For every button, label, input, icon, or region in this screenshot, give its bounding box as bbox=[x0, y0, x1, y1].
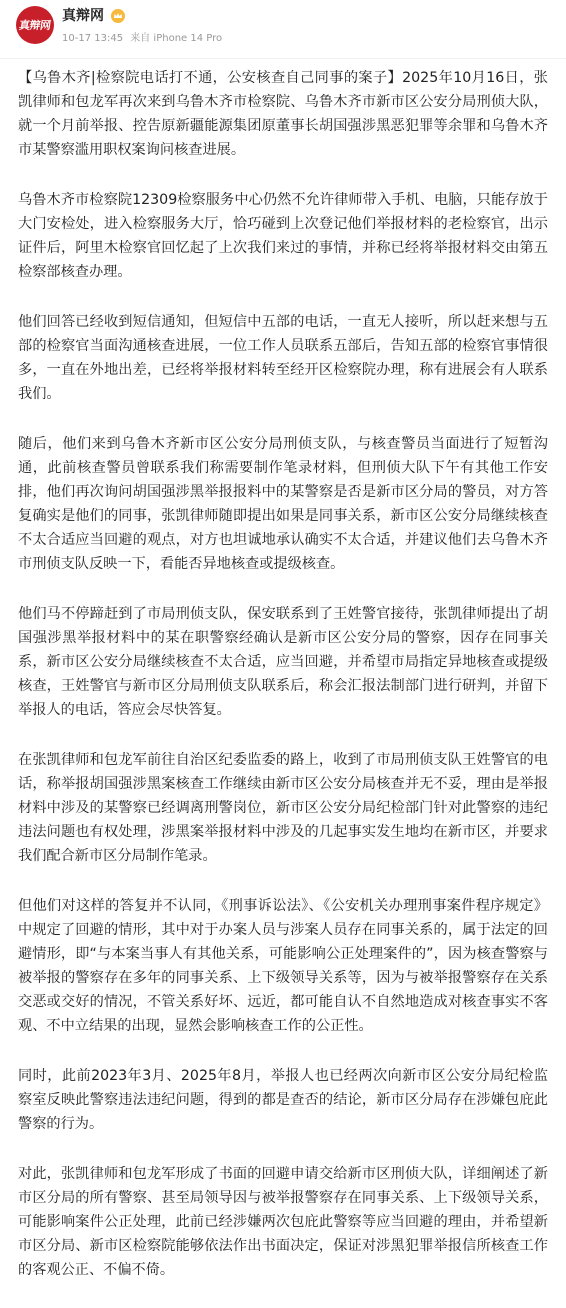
post-paragraph: 【乌鲁木齐|检察院电话打不通，公安核查自己同事的案子】2025年10月16日，张凯律师和包龙军再次来到乌鲁木齐市检察院、乌鲁木齐市新市区公安分局刑侦大队，就一个月前举报、控告原新疆能源集团原董事长胡国强涉黑恶犯罪等余罪和乌鲁木齐市某警察滥用职权案询问核查进展。 bbox=[18, 70, 548, 158]
post-paragraph: 对此，张凯律师和包龙军形成了书面的回避申请交给新市区刑侦大队，详细阐述了新市区分局的所有警察、甚至局领导因与被举报警察存在同事关系、上下级领导关系，可能影响案件公正处理，此前已经涉嫌两次包庇此警察等应当回避的理由，并希望新市区分局、新市区检察院能够依法作出书面决定，保证对涉黑犯罪举报信所核查工作的客观公正、不偏不倚。 bbox=[18, 1166, 548, 1278]
post-paragraph: 他们回答已经收到短信通知，但短信中五部的电话，一直无人接听，所以赶来想与五部的检察官当面沟通核查进展，一位工作人员联系五部后，告知五部的检察官事情很多，一直在外地出差，已经将举报材料转至经开区检察院办理，称有进展会有人联系我们。 bbox=[18, 314, 548, 402]
post-timestamp: 10-17 13:45 bbox=[62, 33, 124, 44]
post-paragraph: 但他们对这样的答复并不认同，《刑事诉讼法》、《公安机关办理刑事案件程序规定》中规定了回避的情形，其中对于办案人员与涉案人员存在同事关系的，属于法定的回避情形，即“与本案当事人有其他关系，可能影响公正处理案件的”，因为核查警察与被举报的警察存在多年的同事关系、上下级领导关系等，因为与被举报警察存在关系交恶或交好的情况，不管关系好坏、远近，都可能自认不自然地造成对核查事实不客观、不中立结果的出现，显然会影响核查工作的公正性。 bbox=[18, 898, 548, 1034]
post-paragraph: 他们马不停蹄赶到了市局刑侦支队，保安联系到了王姓警官接待，张凯律师提出了胡国强涉黑举报材料中的某在职警察经确认是新市区公安分局的警察，因存在同事关系，新市区公安分局继续核查不太合适，应当回避，并希望市局指定异地核查或提级核查，王姓警官与新市区分局刑侦支队联系后，称会汇报法制部门进行研判，并留下举报人的电话，答应会尽快答复。 bbox=[18, 606, 548, 718]
post-body bbox=[18, 66, 548, 1308]
account-name[interactable]: 真辩网 bbox=[62, 8, 104, 24]
post-paragraph: 乌鲁木齐市检察院12309检察服务中心仍然不允许律师带入手机、电脑，只能存放于大门安检处，进入检察服务大厅，恰巧碰到上次登记他们举报材料的老检察官，出示证件后，阿里木检察官回忆起了上次我们来过的事情，并称已经将举报材料交由第五检察部核查办理。 bbox=[18, 192, 548, 280]
avatar[interactable] bbox=[16, 6, 54, 44]
post-paragraph: 同时，此前2023年3月、2025年8月，举报人也已经两次向新市区公安分局纪检监察室反映此警察违法违纪问题，得到的都是查否的结论，新市区分局存在涉嫌包庇此警察的行为。 bbox=[18, 1068, 548, 1132]
post-paragraph: 随后，他们来到乌鲁木齐新市区公安分局刑侦支队，与核查警员当面进行了短暂沟通，此前核查警员曾联系我们称需要制作笔录材料，但刑侦大队下午有其他工作安排，他们再次询问胡国强涉黑举报报料中的某警察是否是新市区分局的警员，对方答复确实是他们的同事，张凯律师随即提出如果是同事关系，新市区公安分局继续核查不太合适应当回避的观点，对方也坦诚地承认确实不太合适，并建议他们去乌鲁木齐市刑侦支队反映一下，看能否异地核查或提级核查。 bbox=[18, 436, 548, 572]
crown-badge-icon bbox=[111, 9, 125, 23]
post-paragraph: 在张凯律师和包龙军前往自治区纪委监委的路上，收到了市局刑侦支队王姓警官的电话，称举报胡国强涉黑案核查工作继续由新市区公安分局核查并无不妥，理由是举报材料中涉及的某警察已经调离刑警岗位，新市区公安分局纪检部门针对此警察的违纪违法问题也有权处理，涉黑案举报材料中涉及的几起事实发生地均在新市区，并要求我们配合新市区分局制作笔录。 bbox=[18, 752, 548, 864]
post-header bbox=[0, 0, 566, 59]
post-meta bbox=[62, 32, 226, 46]
post-source: 来自 iPhone 14 Pro bbox=[130, 33, 223, 44]
avatar-logo-text: 真辩网 bbox=[18, 19, 52, 32]
